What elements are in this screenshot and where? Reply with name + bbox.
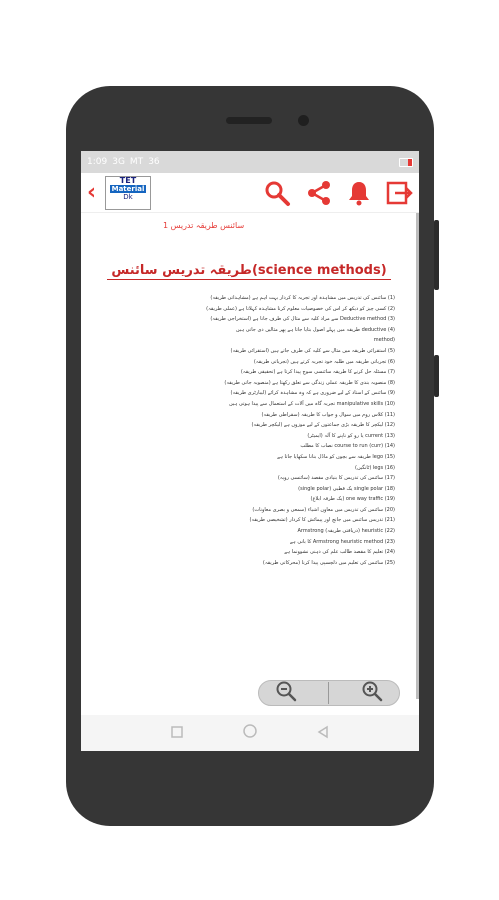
- app-bar: [81, 173, 419, 213]
- page-title: طریقہ تدریس سائنس(science methods): [107, 263, 391, 280]
- status-bar: [81, 151, 419, 173]
- status-time: 1:09: [87, 157, 108, 167]
- text-line: (22) heuristic (دریافتی طریقہ) Armstrong: [297, 528, 395, 535]
- logo-line-1: TET: [119, 175, 137, 185]
- device-screen: [81, 151, 419, 751]
- text-line: (20) سائنس کی تدریس میں معاون اشیاء (سمعی و بصری معاونات): [252, 506, 395, 513]
- zoom-controls: [258, 680, 400, 706]
- text-line: (9) سائنس کے استاد کے لیے ضروری ہے کہ وہ مشاہدہ کرائے (لیبارٹری طریقہ): [230, 390, 395, 397]
- system-nav-bar: [81, 715, 419, 751]
- pdf-page[interactable]: [81, 213, 419, 699]
- logo-line-2: Material: [111, 184, 145, 193]
- text-line: (16) legs (ٹانگیں): [355, 464, 395, 471]
- action-icons: [263, 179, 413, 207]
- text-line: (7) مسئلہ حل کرنے کا طریقہ سائنسی سوچ پیدا کرتا ہے (تحقیقی طریقہ): [240, 369, 395, 376]
- square-icon[interactable]: [170, 724, 184, 743]
- power-button: [434, 355, 439, 397]
- phone-camera: [298, 115, 309, 126]
- text-line: (12) لیکچر کا طریقہ بڑی جماعتوں کے لیے موزوں ہے (لیکچر طریقہ): [251, 422, 395, 429]
- text-line: (19) one way traffic (یک طرفہ ابلاغ): [310, 496, 395, 503]
- text-line: (11) کلاس روم میں سوال و جواب کا طریقہ (سقراطی طریقہ): [261, 411, 395, 418]
- phone-speaker: [226, 117, 272, 124]
- text-line: (14) course to run (curr) نصاب کا مطلب: [300, 443, 395, 450]
- app-logo: [105, 176, 151, 210]
- text-line: (10) manipulative skills تجربہ گاہ میں آلات کے استعمال سے پیدا ہوتی ہیں: [229, 400, 395, 407]
- text-line: (17) سائنس کی تدریس کا بنیادی مقصد (سائنسی رویہ): [277, 475, 395, 482]
- status-signal: 36: [148, 157, 160, 167]
- battery-icon: [399, 158, 413, 167]
- zoom-out-icon[interactable]: [275, 680, 297, 706]
- circle-icon[interactable]: [242, 723, 258, 743]
- text-line: (25) سائنس کی تعلیم میں دلچسپی پیدا کرنا (محرکاتی طریقہ): [262, 559, 395, 566]
- triangle-back-icon[interactable]: [316, 724, 330, 743]
- bell-icon[interactable]: [347, 180, 371, 206]
- text-lines: [109, 293, 395, 568]
- text-line: (2) کسی چیز کو دیکھ کر اس کی خصوصیات معلوم کرنا مشاہدہ کہلاتا ہے (عملی طریقہ): [206, 305, 395, 312]
- text-line: (15) lego طریقہ سے بچوں کو ماڈل بنانا سکھایا جاتا ہے: [277, 453, 395, 460]
- search-icon[interactable]: [263, 179, 291, 207]
- text-line: (8) منصوبہ بندی کا طریقہ عملی زندگی سے تعلق رکھتا ہے (منصوبہ جاتی طریقہ): [224, 379, 395, 386]
- back-button[interactable]: ‹: [87, 179, 97, 205]
- text-line: (method: [373, 337, 395, 344]
- status-carrier: MT: [129, 157, 144, 167]
- page-label: سائنس طریقہ تدریس 1: [163, 221, 245, 230]
- volume-button: [434, 220, 439, 290]
- text-line: (13) current یا رو کو ناپنے کا آلہ (ایمیٹر): [307, 432, 395, 439]
- status-network: 3G: [112, 157, 125, 167]
- text-line: (5) استقرائی طریقہ میں مثال سے کلیہ کی طرف جاتے ہیں (استقرائی طریقہ): [230, 347, 395, 354]
- text-line: (18) single polar یک قطبی (single polar): [298, 485, 395, 492]
- share-icon[interactable]: [305, 179, 333, 207]
- exit-icon[interactable]: [385, 179, 413, 207]
- logo-line-3: Dk: [123, 192, 133, 201]
- text-line: (4) deductive طریقہ میں پہلے اصول بتایا جاتا ہے پھر مثالیں دی جاتی ہیں: [235, 326, 395, 333]
- zoom-divider: [328, 682, 329, 704]
- text-line: (6) تجرباتی طریقہ میں طلبہ خود تجربہ کرتے ہیں (تجرباتی طریقہ): [253, 358, 395, 365]
- text-line: (23) Armstrong heuristic method کا بانی ہے: [289, 538, 395, 545]
- text-line: (3) Deductive method سے مراد کلیہ سے مثال کی طرف جانا ہے (استخراجی طریقہ): [210, 316, 395, 323]
- text-line: (24) تعلیم کا مقصد طالب علم کی ذہنی نشوونما ہے: [284, 549, 395, 556]
- text-line: (1) سائنس کی تدریس میں مشاہدہ اور تجربہ کا کردار بہت اہم ہے (مشاہداتی طریقہ): [210, 295, 395, 301]
- zoom-in-icon[interactable]: [361, 680, 383, 706]
- text-line: (21) تدریس سائنس میں جانچ اور پیمائش کا کردار (تشخیصی طریقہ): [249, 517, 395, 524]
